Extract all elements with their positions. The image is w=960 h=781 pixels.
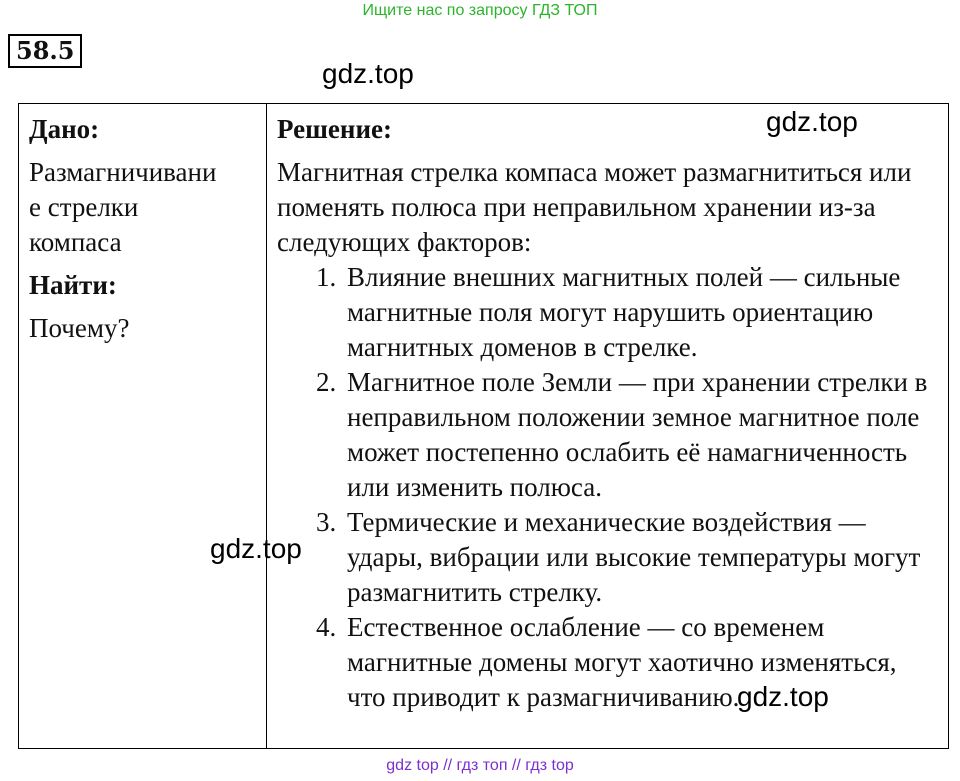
solution-item: 1. Влияние внешних магнитных полей — сильные магнитные поля могут нарушить ориентацию магнитных доменов в стрелке. (343, 260, 938, 365)
find-text: Почему? (29, 313, 130, 343)
solution-intro: Магнитная стрелка компаса может размагнититься или поменять полюса при неправильном хранении из-за следующих факторов: (277, 157, 912, 257)
watermark: gdz.top (766, 106, 858, 137)
solution-item: 2. Магнитное поле Земли — при хранении стрелки в неправильном положении земное магнитное поле может постепенно ослабить её намагниченность или изменить полюса. (343, 365, 938, 505)
solution-column (267, 104, 949, 749)
watermark: gdz.top (322, 58, 414, 89)
task-number: 58.5 (8, 34, 82, 68)
given-text-line: компаса (29, 227, 122, 257)
watermark: gdz.top (737, 681, 829, 712)
find-header: Найти: (29, 270, 117, 300)
given-text (29, 155, 256, 260)
solution-item: 3. Термические и механические воздействия — удары, вибрации или высокие температуры могут размагнитить стрелку. (343, 505, 938, 610)
watermark: gdz.top (210, 533, 302, 564)
given-text-line: Размагничивани (29, 157, 217, 187)
task-table (18, 103, 949, 749)
solution-header: Решение: (277, 114, 392, 144)
given-column (19, 104, 267, 749)
given-text-line: е стрелки (29, 192, 139, 222)
footer-links[interactable]: gdz top // гдз топ // гдз top (386, 757, 574, 774)
solution-item: 4. Естественное ослабление — со временем магнитные домены могут хаотично изменяться, что приводит к размагничиванию. (343, 610, 938, 715)
top-banner[interactable]: Ищите нас по запросу ГДЗ ТОП (362, 2, 598, 19)
given-header: Дано: (29, 114, 100, 144)
solution-list (277, 260, 938, 715)
